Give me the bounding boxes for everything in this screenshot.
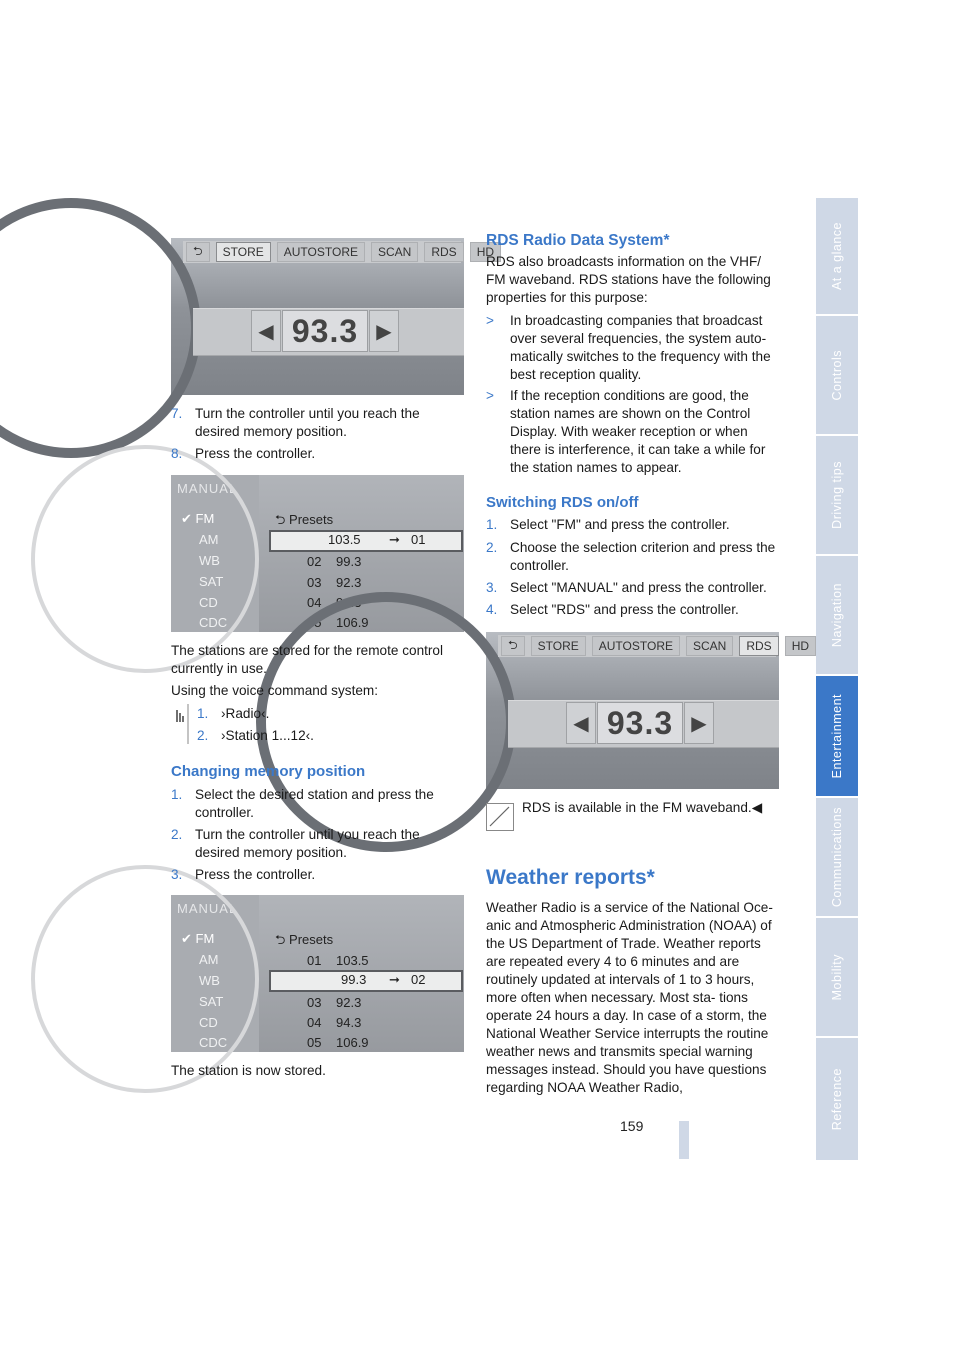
store-button[interactable]: STORE [216, 242, 271, 262]
back-icon: ⮌ [275, 512, 290, 527]
menu-item-fm[interactable]: ✔ FM [181, 931, 215, 946]
note-icon [486, 803, 514, 831]
menu-item-sat[interactable]: SAT [199, 574, 224, 589]
rds-note: RDS is available in the FM waveband.◀ [522, 800, 763, 815]
heading-rds: RDS Radio Data System* [486, 232, 670, 249]
tab-at-a-glance[interactable]: At a glance [816, 198, 858, 314]
autostore-button[interactable]: AUTOSTORE [277, 242, 365, 262]
arrow-right-icon: ➞ [389, 532, 400, 547]
tab-communications[interactable]: Communications [816, 798, 858, 916]
hd-button[interactable]: HD [470, 242, 501, 262]
presets-title: ⮌ Presets [275, 932, 334, 947]
change-step-1: 1. Select the desired station and press the controller. [171, 787, 434, 820]
preset-freq: 106.9 [336, 615, 369, 630]
voice-step-1: 1. ›Radio‹. [197, 706, 270, 721]
rds-bullet-1: > In broadcasting companies that broadcast over several frequencies, the system auto- matically switches to the frequency with the best reception quality. [486, 313, 771, 382]
menu-item-cdc[interactable]: CDC [199, 615, 228, 630]
weather-text: Weather Radio is a service of the National Oce- anic and Atmospheric Administration (NOAA) of the US Department of Trade. Weather reports are repeated every 4 to 6 minutes and are routinely updated at intervals of 1 to 3 hours, more often when necessary. Most sta- tions operate 24 hours a day. In case of a storm, the National Weather Service interrupts the routine weather news and transmits special warning messages instead. Should you have questions regarding NOAA Weather Radio, [486, 900, 773, 1095]
tab-navigation[interactable]: Navigation [816, 556, 858, 674]
back-icon: ⮌ [275, 932, 290, 947]
voice-intro: Using the voice command system: [171, 683, 379, 698]
scan-button[interactable]: SCAN [686, 636, 733, 656]
selected-freq: 99.3 [341, 972, 367, 987]
preset-slot: 04 [307, 1015, 322, 1030]
arrow-right-icon: ➞ [389, 972, 400, 987]
preset-freq: 92.3 [336, 575, 362, 590]
rds-button[interactable]: RDS [424, 242, 463, 262]
scan-button[interactable]: SCAN [371, 242, 418, 262]
menu-item-am[interactable]: AM [199, 952, 219, 967]
menu-title: MANUAL [177, 901, 238, 916]
autostore-button[interactable]: AUTOSTORE [592, 636, 680, 656]
rds-intro: RDS also broadcasts information on the VHF/ FM waveband. RDS stations have the following properties for this purpose: [486, 254, 771, 305]
heading-weather: Weather reports* [486, 866, 655, 889]
stored-text: The stations are stored for the remote control currently in use. [171, 643, 444, 676]
arrow-left-icon[interactable]: ◀ [566, 702, 596, 744]
menu-item-cd[interactable]: CD [199, 595, 218, 610]
rds-step-4: 4. Select "RDS" and press the controller. [486, 602, 739, 617]
radio-screen-frequency [171, 238, 495, 395]
frequency-display: 93.3 [597, 702, 683, 744]
preset-freq: 94.3 [336, 1015, 362, 1030]
menu-item-sat[interactable]: SAT [199, 994, 224, 1009]
now-stored-text: The station is now stored. [171, 1063, 326, 1078]
menu-item-cdc[interactable]: CDC [199, 1035, 228, 1050]
menu-item-wb[interactable]: WB [199, 553, 220, 568]
hd-button[interactable]: HD [785, 636, 816, 656]
voice-command-icon [173, 704, 189, 744]
step-8: 8. Press the controller. [171, 446, 316, 461]
page-number: 159 [620, 1118, 644, 1134]
menu-item-cd[interactable]: CD [199, 1015, 218, 1030]
preset-slot: 03 [307, 575, 322, 590]
back-icon[interactable]: ⮌ [186, 242, 210, 262]
screen-arc [31, 445, 259, 673]
check-icon: ✔ [181, 931, 196, 946]
check-icon: ✔ [181, 511, 196, 526]
step-7: 7. Turn the controller until you reach the desired memory position. [171, 406, 420, 439]
menu-title: MANUAL [177, 481, 238, 496]
preset-slot: 03 [307, 995, 322, 1010]
bullet-marker: > [486, 313, 494, 328]
menu-item-am[interactable]: AM [199, 532, 219, 547]
screen-arc [31, 865, 259, 1093]
back-icon[interactable]: ⮌ [501, 636, 525, 656]
change-step-3: 3. Press the controller. [171, 867, 316, 882]
heading-switching-rds: Switching RDS on/off [486, 494, 639, 511]
rds-step-1: 1. Select "FM" and press the controller. [486, 517, 730, 532]
preset-freq: 92.3 [336, 995, 362, 1010]
screen-toolbar [498, 635, 810, 657]
tab-mobility[interactable]: Mobility [816, 918, 858, 1036]
preset-slot: 01 [307, 953, 322, 968]
rds-button[interactable]: RDS [739, 636, 778, 656]
menu-item-fm[interactable]: ✔ FM [181, 511, 215, 526]
preset-freq: 94.3 [336, 595, 362, 610]
menu-item-wb[interactable]: WB [199, 973, 220, 988]
rds-step-3: 3. Select "MANUAL" and press the controller. [486, 580, 767, 595]
presets-screen-change [171, 895, 464, 1052]
selected-preset-row[interactable] [269, 530, 463, 552]
preset-slot: 05 [307, 1035, 322, 1050]
preset-slot: 04 [307, 595, 322, 610]
selected-slot: 02 [411, 972, 426, 987]
preset-freq: 99.3 [336, 554, 362, 569]
selected-freq: 103.5 [328, 532, 361, 547]
heading-changing-memory: Changing memory position [171, 763, 366, 780]
rds-step-2: 2. Choose the selection criterion and press the controller. [486, 540, 776, 573]
tab-controls[interactable]: Controls [816, 316, 858, 434]
voice-step-2: 2. ›Station 1...12‹. [197, 728, 314, 743]
change-step-2: 2. Turn the controller until you reach the desired memory position. [171, 827, 420, 860]
preset-slot: 05 [307, 615, 322, 630]
radio-screen-rds [486, 632, 810, 789]
preset-freq: 106.9 [336, 1035, 369, 1050]
arrow-left-icon[interactable]: ◀ [251, 310, 281, 352]
arrow-right-icon[interactable]: ▶ [684, 702, 714, 744]
page-number-bar [679, 1121, 689, 1159]
tab-reference[interactable]: Reference [816, 1038, 858, 1160]
preset-slot: 02 [307, 554, 322, 569]
arrow-right-icon[interactable]: ▶ [369, 310, 399, 352]
bullet-marker: > [486, 388, 494, 403]
presets-title: ⮌ Presets [275, 512, 334, 527]
selected-slot: 01 [411, 532, 426, 547]
preset-freq: 103.5 [336, 953, 369, 968]
screen-toolbar [183, 241, 495, 263]
frequency-display: 93.3 [282, 310, 368, 352]
store-button[interactable]: STORE [531, 636, 586, 656]
rds-bullet-2: > If the reception conditions are good, the station names are shown on the Control Display. With weaker reception or when there is interference, it can take a while for the station names to appear. [486, 388, 766, 475]
tab-driving-tips[interactable]: Driving tips [816, 436, 858, 554]
tab-entertainment[interactable]: Entertainment [816, 676, 858, 796]
